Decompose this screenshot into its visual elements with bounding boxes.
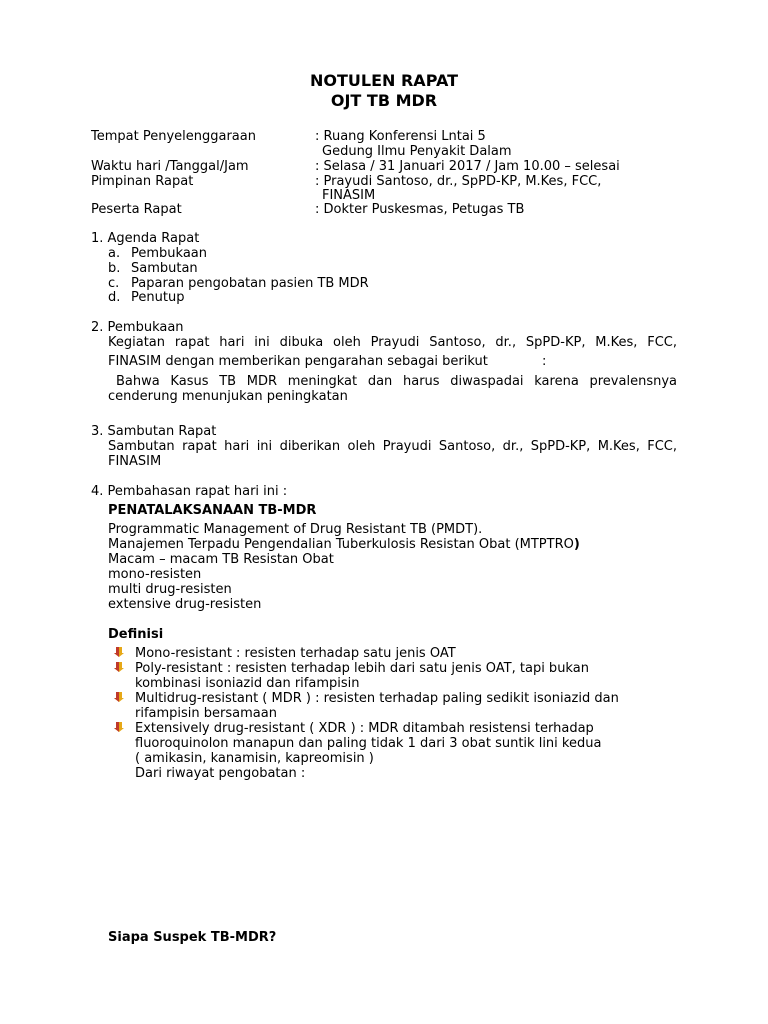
pembahasan-line-mtptro — [108, 537, 580, 552]
agenda-marker-b: b. — [108, 261, 121, 276]
waktu-label: Waktu hari /Tanggal/Jam — [91, 159, 249, 174]
sambutan-line1: Sambutan rapat hari ini diberikan oleh Prayudi Santoso, dr., SpPD-KP, M.Kes, FCC, — [108, 439, 677, 454]
pembahasan-line-pmdt: Programmatic Management of Drug Resistant TB (PMDT). — [108, 522, 483, 537]
waktu-value: : Selasa / 31 Januari 2017 / Jam 10.00 – selesai — [315, 159, 620, 174]
agenda-item-penutup: Penutup — [131, 290, 185, 305]
agenda-marker-c: c. — [108, 276, 120, 291]
document-title-line1: NOTULEN RAPAT — [310, 71, 458, 90]
pembukaan-line2: FINASIM dengan memberikan pengarahan sebagai berikut — [108, 354, 488, 369]
pembahasan-line-macam: Macam – macam TB Resistan Obat — [108, 552, 334, 567]
pembukaan-heading: 2. Pembukaan — [91, 320, 184, 335]
pembukaan-line4: cenderung menunjukan peningkatan — [108, 389, 348, 404]
pembahasan-heading: 4. Pembahasan rapat hari ini : — [91, 484, 288, 499]
agenda-heading: 1. Agenda Rapat — [91, 231, 200, 246]
pimpinan-value: : Prayudi Santoso, dr., SpPD-KP, M.Kes, FCC, — [315, 174, 602, 189]
definisi-item-mdr-line2: rifampisin bersamaan — [135, 706, 277, 721]
document-title-line2: OJT TB MDR — [330, 91, 438, 110]
peserta-value: : Dokter Puskesmas, Petugas TB — [315, 202, 525, 217]
arrow-bullet-icon — [113, 721, 125, 733]
tempat-value: : Ruang Konferensi Lntai 5 — [315, 129, 486, 144]
agenda-item-pembukaan: Pembukaan — [131, 246, 208, 261]
pembahasan-line-mtptro-text: Manajemen Terpadu Pengendalian Tuberkulosis Resistan Obat (MTPTRO — [108, 537, 574, 552]
agenda-item-sambutan: Sambutan — [131, 261, 198, 276]
definisi-item-poly-line2: kombinasi isoniazid dan rifampisin — [135, 676, 360, 691]
arrow-bullet-icon — [113, 691, 125, 703]
sambutan-heading: 3. Sambutan Rapat — [91, 424, 217, 439]
agenda-marker-a: a. — [108, 246, 121, 261]
pimpinan-value-line2: FINASIM — [322, 188, 376, 203]
pembahasan-line-extensive: extensive drug-resisten — [108, 597, 262, 612]
penatalaksanaan-subheading: PENATALAKSANAAN TB-MDR — [108, 503, 317, 518]
agenda-marker-d: d. — [108, 290, 121, 305]
sambutan-line2: FINASIM — [108, 454, 162, 469]
definisi-item-xdr: Extensively drug-resistant ( XDR ) : MDR ditambah resistensi terhadap — [135, 721, 594, 736]
pembukaan-line3: Bahwa Kasus TB MDR meningkat dan harus diwaspadai karena prevalensnya — [116, 374, 677, 389]
definisi-item-mdr: Multidrug-resistant ( MDR ) : resisten terhadap paling sedikit isoniazid dan — [135, 691, 619, 706]
definisi-item-mono: Mono-resistant : resisten terhadap satu jenis OAT — [135, 646, 456, 661]
agenda-item-paparan: Paparan pengobatan pasien TB MDR — [131, 276, 369, 291]
definisi-item-xdr-line3: ( amikasin, kanamisin, kapreomisin ) — [135, 751, 374, 766]
pembahasan-line-mtptro-paren: ) — [573, 537, 580, 552]
suspek-heading: Siapa Suspek TB-MDR? — [108, 930, 277, 945]
peserta-label: Peserta Rapat — [91, 202, 182, 217]
definisi-heading: Definisi — [108, 627, 164, 642]
pembahasan-line-multi: multi drug-resisten — [108, 582, 232, 597]
definisi-item-riwayat: Dari riwayat pengobatan : — [135, 766, 306, 781]
pimpinan-label: Pimpinan Rapat — [91, 174, 194, 189]
definisi-item-poly: Poly-resistant : resisten terhadap lebih dari satu jenis OAT, tapi bukan — [135, 661, 589, 676]
pembukaan-line1: Kegiatan rapat hari ini dibuka oleh Prayudi Santoso, dr., SpPD-KP, M.Kes, FCC, — [108, 335, 677, 350]
arrow-bullet-icon — [113, 646, 125, 658]
definisi-item-xdr-line2: fluoroquinolon manapun dan paling tidak 1 dari 3 obat suntik lini kedua — [135, 736, 602, 751]
arrow-bullet-icon — [113, 661, 125, 673]
pembukaan-line2-colon: : — [542, 354, 547, 369]
tempat-label: Tempat Penyelenggaraan — [91, 129, 256, 144]
tempat-value-line2: Gedung Ilmu Penyakit Dalam — [322, 144, 512, 159]
pembahasan-line-mono: mono-resisten — [108, 567, 202, 582]
